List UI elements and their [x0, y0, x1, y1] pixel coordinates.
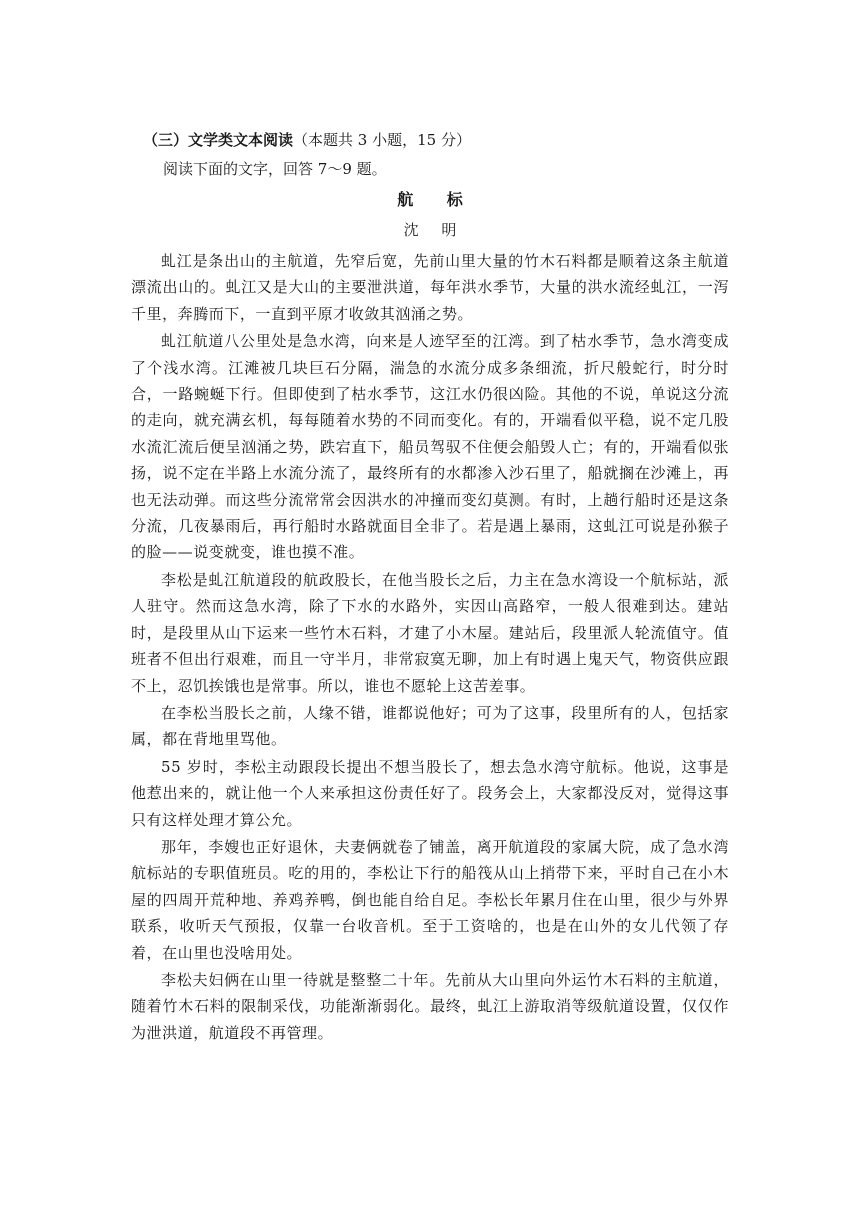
article-title: 航 标 — [397, 190, 477, 209]
article-author: 沈 明 — [403, 221, 466, 239]
article-paragraph: 李松是虬江航道段的航政股长，在他当股长之后，力主在急水湾设一个航标站，派人驻守。然而这急水湾，除了下水的水路外，实因山高路窄，一般人很难到达。建站时，是段里从山下运来一些竹木石料，才建了小木屋。建站后，段里派人轮流值守。值班者不但出行艰难，而且一守半月，非常寂寞无聊，加上有时遇上鬼天气，物资供应跟不上，忍饥挨饿也是常事。所以，谁也不愿轮上这苦差事。 — [131, 570, 729, 695]
section-detail: （本题共 3 小题，15 分） — [293, 131, 471, 149]
section-heading — [143, 128, 729, 153]
article-paragraph: 虬江是条出山的主航道，先窄后宽，先前山里大量的竹木石料都是顺着这条主航道漂流出山的。虬江又是大山的主要泄洪道，每年洪水季节，大量的洪水流经虬江，一泻千里，奔腾而下，一直到平原才收敛其汹涌之势。 — [131, 252, 729, 323]
article-paragraph: 那年，李嫂也正好退休，夫妻俩就卷了铺盖，离开航道段的家属大院，成了急水湾航标站的专职值班员。吃的用的，李松让下行的船筏从山上捎带下来，平时自己在小木屋的四周开荒种地、养鸡养鸭，倒也能自给自足。李松长年累月住在山里，很少与外界联系，收听天气预报，仅靠一台收音机。至于工资啥的，也是在山外的女儿代领了存着，在山里也没啥用处。 — [131, 837, 729, 962]
article-paragraph: 55 岁时，李松主动跟段长提出不想当股长了，想去急水湾守航标。他说，这事是他惹出来的，就让他一个人来承担这份责任好了。段务会上，大家都没反对，觉得这事只有这样处理才算公允。 — [131, 757, 729, 829]
article-paragraph: 虬江航道八公里处是急水湾，向来是人迹罕至的江湾。到了枯水季节，急水湾变成了个浅水湾。江滩被几块巨石分隔，湍急的水流分成多条细流，折尺般蛇行，时分时合，一路蜿蜒下行。但即使到了枯水季节，这江水仍很凶险。其他的不说，单说这分流的走向，就充满玄机，每每随着水势的不同而变化。有的，开端看似平稳，说不定几股水流汇流后便呈汹涌之势，跌宕直下，船员驾驭不住便会船毁人亡；有的，开端看似张扬，说不定在半路上水流分流了，最终所有的水都渗入沙石里了，船就搁在沙滩上，再也无法动弹。而这些分流常常会因洪水的冲撞而变幻莫测。有时，上趟行船时还是这条分流，几夜暴雨后，再行船时水路就面目全非了。若是遇上暴雨，这虬江可说是孙猴子的脸——说变就变，谁也摸不准。 — [131, 332, 729, 562]
document-content — [131, 128, 729, 1047]
article-paragraph: 李松夫妇俩在山里一待就是整整二十年。先前从大山里向外运竹木石料的主航道，随着竹木石料的限制采伐，功能渐渐弱化。最终，虬江上游取消等级航道设置，仅仅作为泄洪道，航道段不再管理。 — [131, 970, 729, 1042]
reading-instruction: 阅读下面的文字，回答 7～9 题。 — [163, 160, 387, 178]
section-label: 文学类文本阅读 — [188, 131, 294, 149]
article-paragraph: 在李松当股长之前，人缘不错，谁都说他好；可为了这事，段里所有的人，包括家属，都在背地里骂他。 — [131, 703, 729, 749]
section-number: （三） — [143, 131, 189, 149]
